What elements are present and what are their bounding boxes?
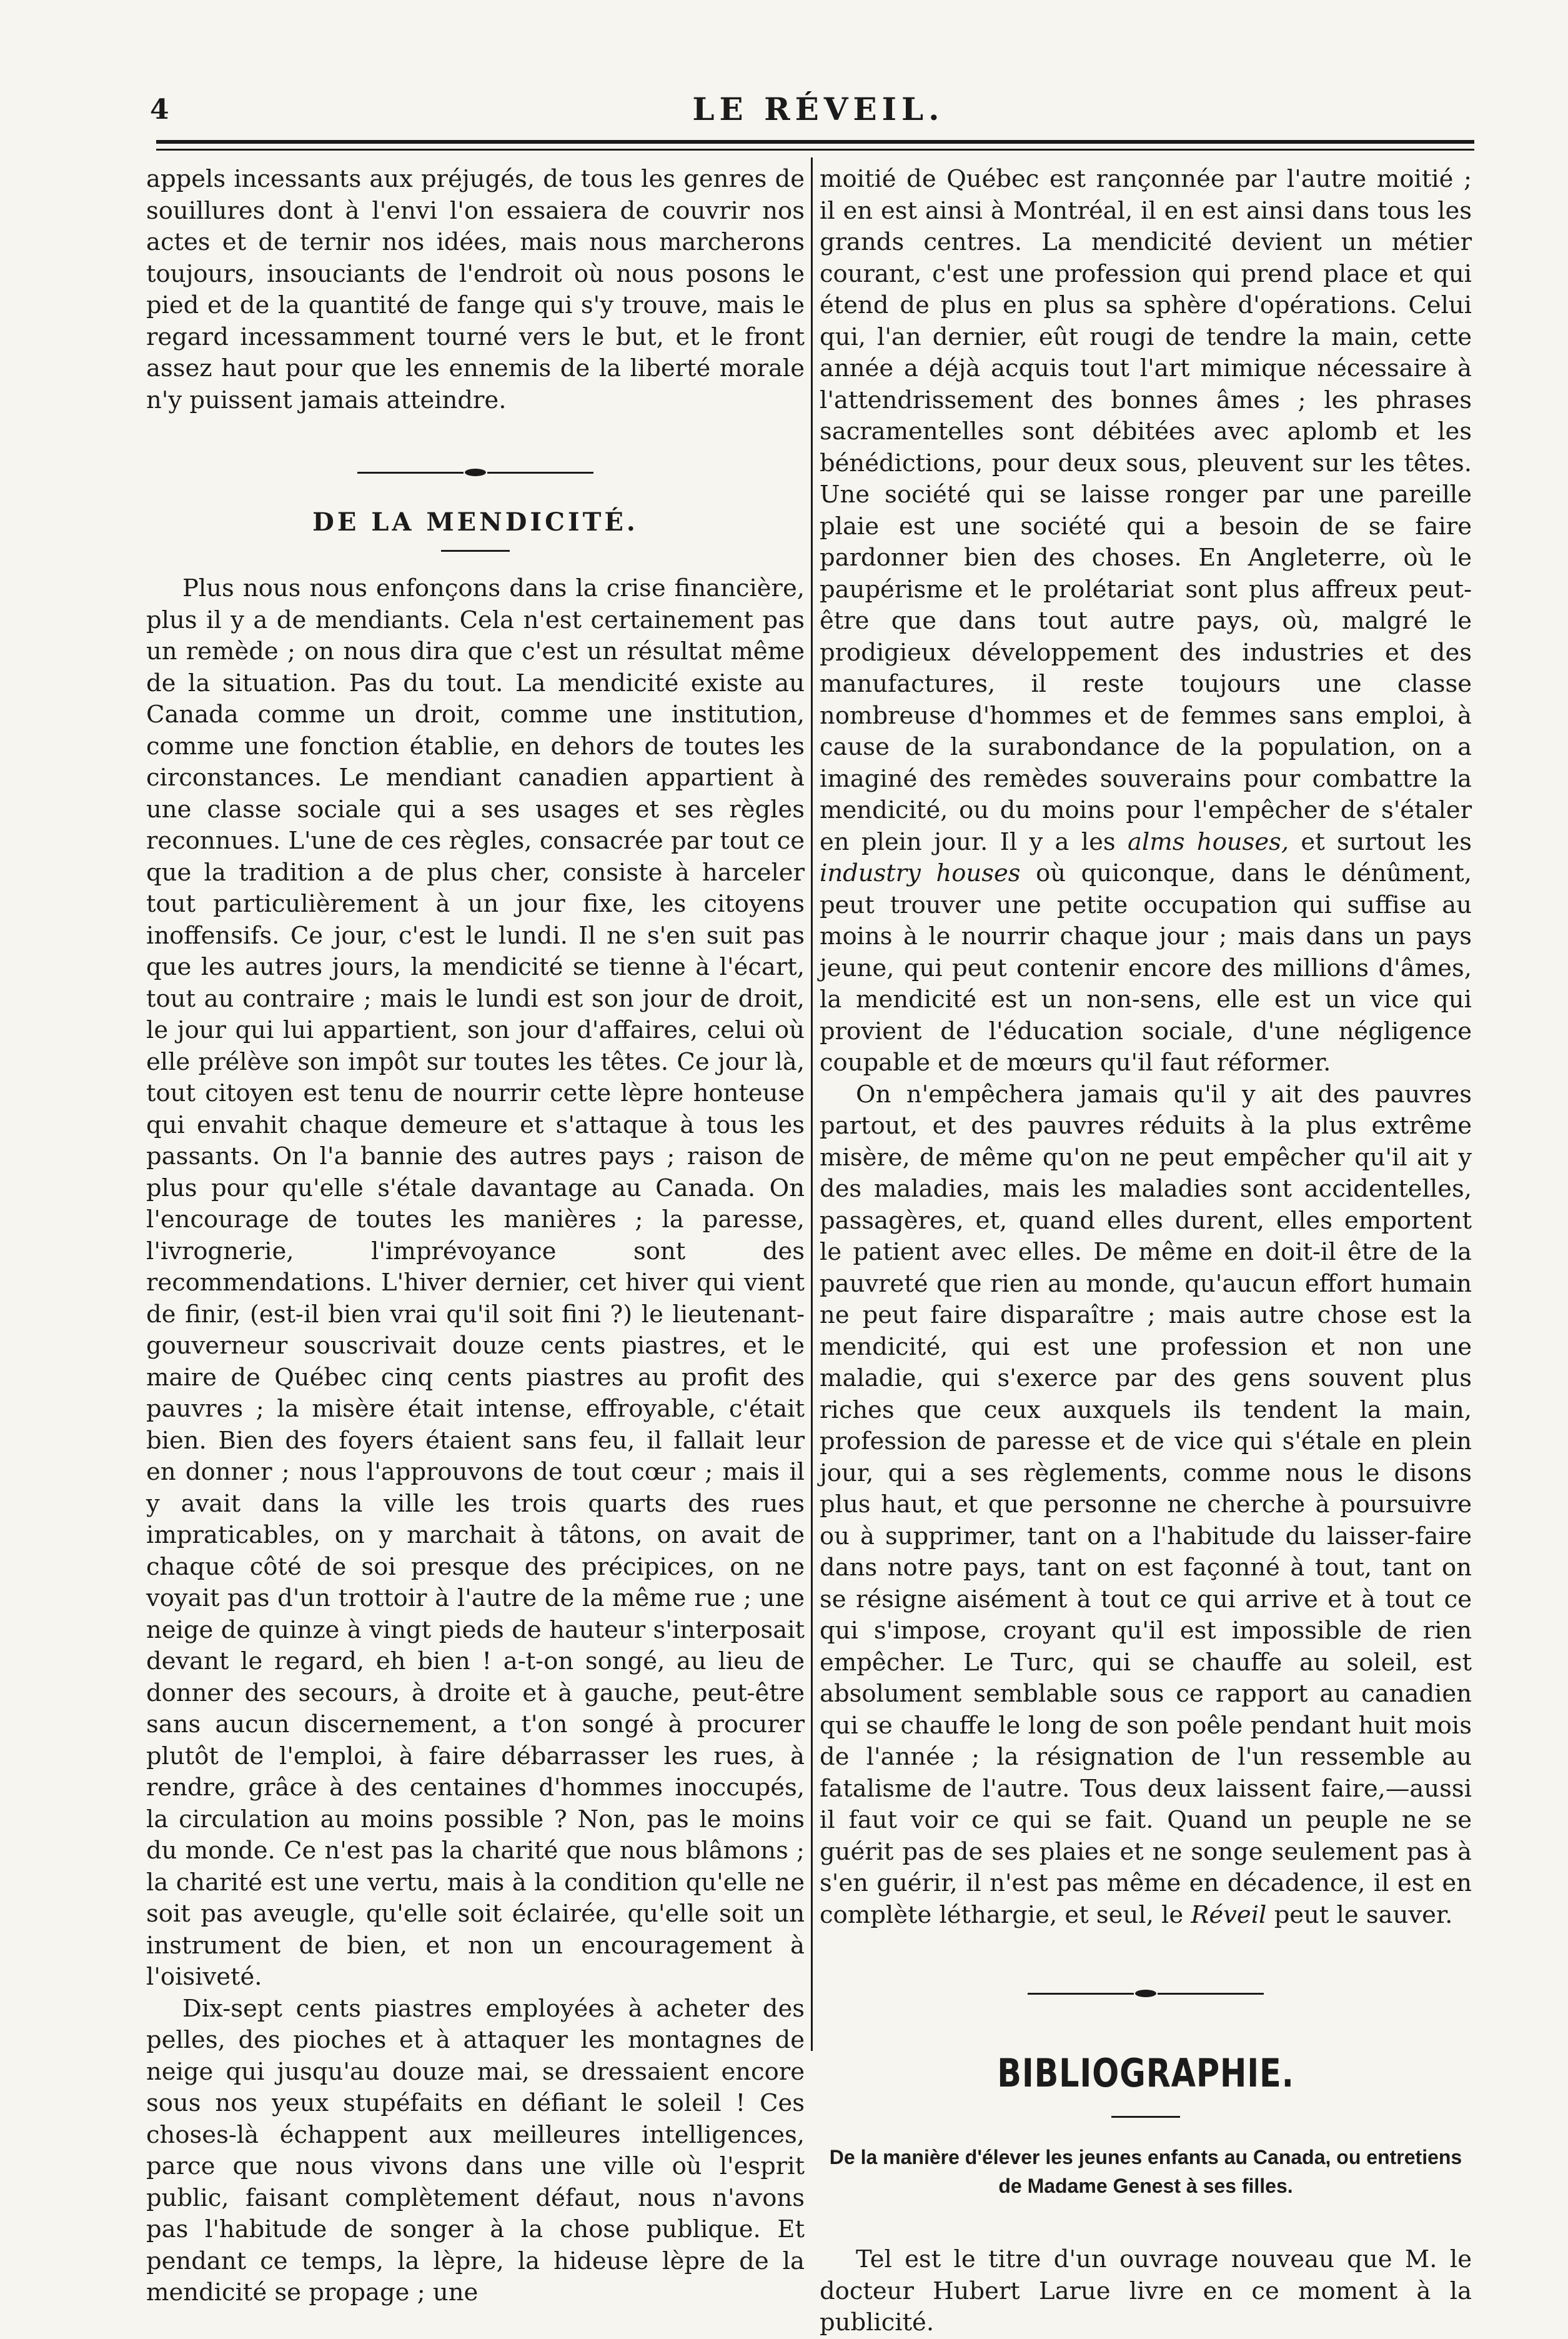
- column-divider: [811, 157, 813, 2051]
- text-run: On n'empêchera jamais qu'il y ait des pauvres partout, et des pauvres réduits à la plus extrême misère, de même qu'on ne peut empêcher qu'il ait y des maladies, mais les maladies sont accidentelles, passagères, et, quand elles durent, elles emportent le patient avec elles. De même en doit-il être de la pauvreté que rien au monde, qu'aucun effort humain ne peut faire disparaître ; mais autre chose est la mendicité, qui est une profession et non une maladie, qui s'exerce par des gens souvent plus riches que ceux auxquels ils tendent la main, profession de paresse et de vice qui s'étale en plein jour, qui a ses règlements, comme nous le disons plus haut, et que personne ne cherche à poursuivre ou à supprimer, tant on a l'habitude du laisser-faire dans notre pays, tant on est façonné à tout, tant on se résigne aisément à tout ce qui arrive et à tout ce qui s'impose, croyant qu'il est impossible de rien empêcher. Le Turc, qui se chauffe au soleil, est absolument semblable sous ce rapport au canadien qui se chauffe le long de son poêle pendant huit mois de l'année ; la résignation de l'un ressemble au fatalisme de l'autre. Tous deux laissent faire,—aussi il faut voir ce qui se fait. Quand un peuple ne se guérit pas de ses plaies et ne songe seulement pas à s'en guérir, il n'est pas même en décadence, il est en complète léthargie, et seul, le: [820, 1080, 1472, 1929]
- title-rule: [1111, 2116, 1180, 2118]
- article-paragraph: Tel est le titre d'un ouvrage nouveau que M. le docteur Hubert Larue livre en ce moment à la publicité.: [820, 2245, 1472, 2337]
- page-number: 4: [150, 94, 169, 126]
- newspaper-title: LE RÉVEIL.: [692, 91, 945, 127]
- text-run: peut le sauver.: [1274, 1900, 1453, 1929]
- header-rule: [156, 140, 1474, 144]
- title-rule: [441, 550, 510, 552]
- alms-houses-term: alms houses,: [1127, 827, 1289, 856]
- intro-paragraph: appels incessants aux préjugés, de tous les genres de souillures dont à l'envi l'on essaiera de couvrir nos actes et de ternir nos idées, mais nous marcherons toujours, insouciants de l'endroit où nous posons le pied et de la quantité de fange qui s'y trouve, mais le regard incessamment tourné vers le but, et le front assez haut pour que les ennemis de la liberté morale n'y puissent jamais atteindre.: [146, 165, 805, 414]
- section-title: DE LA MENDICITÉ.: [312, 507, 638, 537]
- article-paragraph: [820, 164, 1472, 1079]
- article-paragraph: [820, 1079, 1472, 1932]
- section-ornament: [146, 441, 805, 504]
- text-run: moitié de Québec est rançonnée par l'autre moitié ; il en est ainsi à Montréal, il en est ainsi dans tous les grands centres. La mendicité devient un métier courant, c'est une profession qui prend place et qui étend de plus en plus sa sphère d'opérations. Celui qui, l'an dernier, eût rougi de tendre la main, cette année a déjà acquis tout l'art mimique nécessaire à l'attendrissement des bonnes âmes ; les phrases sacramentelles sont débitées avec aplomb et les bénédictions, pour deux sous, pleuvent sur les têtes. Une société qui se laisse ronger par une pareille plaie est une société qui a besoin de se faire pardonner bien des choses. En Angleterre, où le paupérisme et le prolétariat sont plus affreux peut-être que dans tout autre pays, où, malgré le prodigieux développement des industries et des manufactures, il reste toujours une classe nombreuse d'hommes et de femmes sans emploi, à cause de la surabondance de la population, on a imaginé des remèdes souverains pour combattre la mendicité, ou du moins pour l'empêcher de s'étaler en plein jour. Il y a les: [820, 165, 1472, 856]
- article-paragraph: Plus nous nous enfonçons dans la crise financière, plus il y a de mendiants. Cela n'est certainement pas un remède ; on nous dira que c'est un résultat même de la situation. Pas du tout. La mendicité existe au Canada comme un droit, comme une institution, comme une fonction établie, en dehors de toutes les circonstances. Le mendiant canadien appartient à une classe sociale qui a ses usages et ses règles reconnues. L'une de ces règles, consacrée par tout ce que la tradition a de plus cher, consiste à harceler tout particulièrement à un jour fixe, les citoyens inoffensifs. Ce jour, c'est le lundi. Il ne s'en suit pas que les autres jours, la mendicité se tienne à l'écart, tout au contraire ; mais le lundi est son jour de droit, le jour qui lui appartient, son jour d'affaires, celui où elle prélève son impôt sur toutes les têtes. Ce jour là, tout citoyen est tenu de nourrir cette lèpre honteuse qui envahit chaque demeure et s'attaque à tous les passants. On l'a bannie des autres pays ; raison de plus pour qu'elle s'étale davantage au Canada. On l'encourage de toutes les manières ; la paresse, l'ivrognerie, l'imprévoyance sont des recommendations. L'hiver dernier, cet hiver qui vient de finir, (est-il bien vrai qu'il soit fini ?) le lieutenant-gouverneur souscrivait douze cents piastres, et le maire de Québec cinq cents piastres au profit des pauvres ; la misère était intense, effroyable, c'était bien. Bien des foyers étaient sans feu, il fallait leur en donner ; nous l'approuvons de tout cœur ; mais il y avait dans la ville les trois quarts des rues impraticables, on y marchait à tâtons, on avait de chaque côté de soi presque des précipices, on ne voyait pas d'un trottoir à l'autre de la même rue ; une neige de quinze à vingt pieds de hauteur s'interposait devant le regard, eh bien ! a-t-on songé, au lieu de donner des secours, à droite et à gauche, peut-être sans aucun discernement, a t'on songé à procurer plutôt de l'emploi, à faire débarrasser les rues, à rendre, grâce à des centaines d'hommes inoccupés, la circulation au moins possible ? Non, pas le moins du monde. Ce n'est pas la charité que nous blâmons ; la charité est une vertu, mais à la condition qu'elle ne soit pas aveugle, qu'elle soit éclairée, qu'elle soit un instrument de bien, et non un encouragement à l'oisiveté.: [146, 574, 805, 1991]
- text-run: et surtout les: [1301, 827, 1472, 856]
- section-ornament: [820, 1962, 1472, 2025]
- left-column: [146, 164, 805, 2309]
- reveil-reference: Réveil: [1191, 1900, 1267, 1929]
- text-run: où quiconque, dans le dénûment, peut trouver une petite occupation qui suffise au moins à le nourrir chaque jour ; mais dans un pays jeune, qui peut contenir encore des millions d'âmes, la mendicité est un non-sens, elle est un vice qui provient de l'éducation sociale, d'une négligence coupable et de mœurs qu'il faut réformer.: [820, 859, 1472, 1077]
- industry-houses-term: industry houses: [820, 859, 1021, 887]
- book-title: De la manière d'élever les jeunes enfants au Canada, ou entretiens de Madame Genest à ses filles.: [829, 2146, 1462, 2197]
- right-column: [820, 164, 1472, 2339]
- header-rule-thin: [156, 149, 1474, 151]
- article-paragraph: Dix-sept cents piastres employées à acheter des pelles, des pioches et à attaquer les montagnes de neige qui jusqu'au douze mai, se dressaient encore sous nos yeux stupéfaits en défiant le soleil ! Ces choses-là échappent aux meilleures intelligences, parce que nous vivons dans une ville où l'esprit public, faisant complètement défaut, nous n'avons pas l'habitude de songer à la chose publique. Et pendant ce temps, la lèpre, la hideuse lèpre de la mendicité se propage ; une: [146, 1994, 805, 2307]
- bibliography-heading: BIBLIOGRAPHIE.: [997, 2050, 1294, 2096]
